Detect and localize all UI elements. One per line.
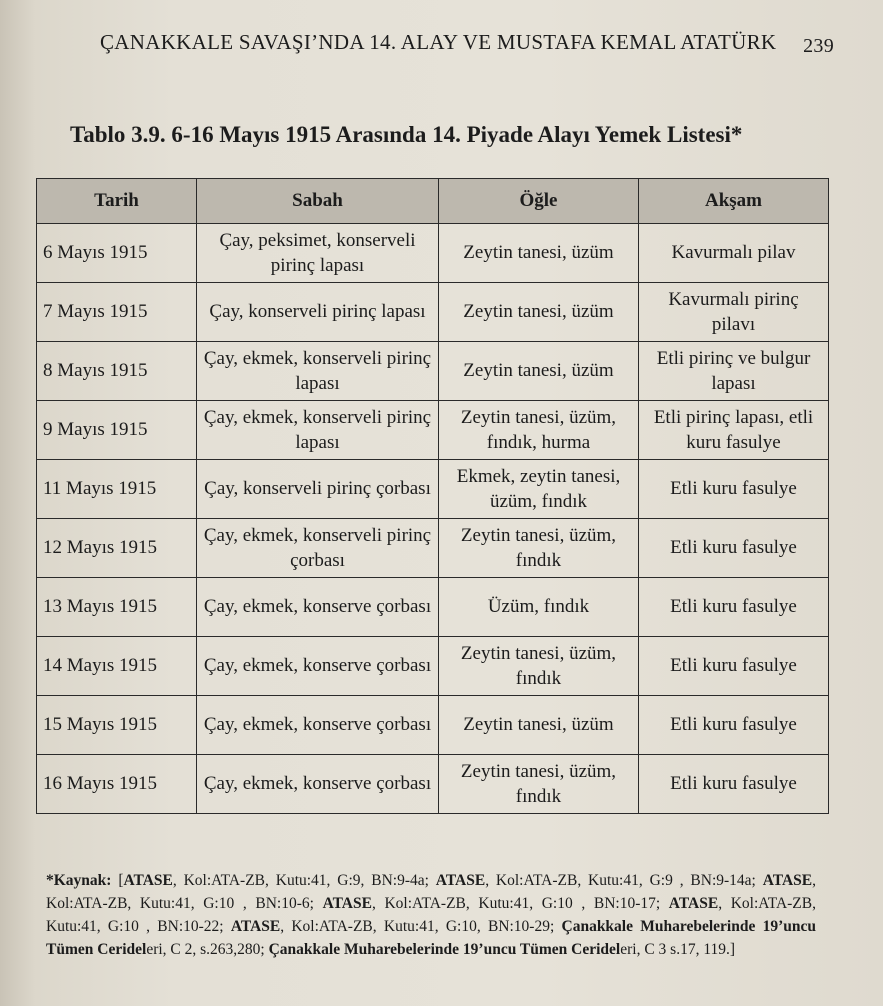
- table-row: [37, 460, 829, 519]
- cell-date: 7 Mayıs 1915: [37, 283, 197, 342]
- table-row: [37, 637, 829, 696]
- running-head-title: ÇANAKKALE SAVAŞI’NDA 14. ALAY VE MUSTAFA KEMAL ATATÜRK: [100, 30, 777, 54]
- cell-lunch: Zeytin tanesi, üzüm, fındık: [439, 637, 639, 696]
- table-row: [37, 755, 829, 814]
- cell-breakfast: Çay, ekmek, konserveli pirinç çorbası: [197, 519, 439, 578]
- page-number: 239: [803, 35, 834, 57]
- source-text: , Kol:ATA-ZB, Kutu:41, G:9, BN:9-4a;: [172, 872, 436, 889]
- source-emphasis: ATASE: [762, 872, 813, 889]
- cell-lunch: Zeytin tanesi, üzüm: [439, 224, 639, 283]
- cell-dinner: Etli kuru fasulye: [639, 755, 829, 814]
- cell-dinner: Etli kuru fasulye: [639, 460, 829, 519]
- table-row: [37, 283, 829, 342]
- cell-breakfast: Çay, ekmek, konserveli pirinç lapası: [197, 342, 439, 401]
- source-text: , Kol:ATA-ZB, Kutu:41, G:10 , BN:10-6;: [46, 872, 816, 912]
- cell-lunch: Üzüm, fındık: [439, 578, 639, 637]
- cell-date: 14 Mayıs 1915: [37, 637, 197, 696]
- cell-breakfast: Çay, ekmek, konserveli pirinç lapası: [197, 401, 439, 460]
- source-emphasis: ATASE: [322, 894, 372, 912]
- running-head: [100, 30, 840, 55]
- table-row: [37, 342, 829, 401]
- cell-dinner: Etli kuru fasulye: [639, 578, 829, 637]
- source-body: [46, 872, 816, 958]
- header-sabah: Sabah: [197, 179, 439, 224]
- cell-date: 8 Mayıs 1915: [37, 342, 197, 401]
- source-label: *Kaynak:: [46, 872, 112, 889]
- source-text: , Kol:ATA-ZB, Kutu:41, G:10 , BN:10-22;: [46, 894, 816, 935]
- cell-breakfast: Çay, konserveli pirinç çorbası: [197, 460, 439, 519]
- cell-breakfast: Çay, ekmek, konserve çorbası: [197, 755, 439, 814]
- cell-dinner: Etli pirinç lapası, etli kuru fasulye: [639, 401, 829, 460]
- table-header-row: [37, 179, 829, 224]
- source-text: [: [111, 872, 124, 889]
- cell-date: 9 Mayıs 1915: [37, 401, 197, 460]
- cell-lunch: Zeytin tanesi, üzüm, fındık, hurma: [439, 401, 639, 460]
- cell-breakfast: Çay, ekmek, konserve çorbası: [197, 637, 439, 696]
- cell-lunch: Zeytin tanesi, üzüm, fındık: [439, 755, 639, 814]
- cell-date: 16 Mayıs 1915: [37, 755, 197, 814]
- cell-breakfast: Çay, ekmek, konserve çorbası: [197, 696, 439, 755]
- source-emphasis: Çanakkale Muharebelerinde 19’uncu Tümen Ceridel: [268, 940, 621, 958]
- cell-dinner: Kavurmalı pirinç pilavı: [639, 283, 829, 342]
- source-text: , Kol:ATA-ZB, Kutu:41, G:10 , BN:10-17;: [371, 894, 669, 912]
- cell-lunch: Ekmek, zeytin tanesi, üzüm, fındık: [439, 460, 639, 519]
- header-ogle: Öğle: [439, 179, 639, 224]
- table-row: [37, 578, 829, 637]
- table-row: [37, 519, 829, 578]
- cell-breakfast: Çay, konserveli pirinç lapası: [197, 283, 439, 342]
- cell-dinner: Etli pirinç ve bulgur lapası: [639, 342, 829, 401]
- cell-date: 11 Mayıs 1915: [37, 460, 197, 519]
- cell-lunch: Zeytin tanesi, üzüm: [439, 342, 639, 401]
- source-note: [46, 870, 816, 962]
- table-row: [37, 401, 829, 460]
- source-emphasis: Çanakkale Muharebelerinde 19’uncu Tümen Ceridel: [46, 917, 816, 958]
- source-emphasis: ATASE: [668, 894, 719, 912]
- source-text: , Kol:ATA-ZB, Kutu:41, G:10, BN:10-29;: [280, 917, 562, 935]
- header-tarih: Tarih: [37, 179, 197, 224]
- cell-breakfast: Çay, peksimet, konserveli pirinç lapası: [197, 224, 439, 283]
- source-emphasis: ATASE: [123, 872, 173, 889]
- cell-date: 12 Mayıs 1915: [37, 519, 197, 578]
- cell-lunch: Zeytin tanesi, üzüm: [439, 696, 639, 755]
- cell-date: 6 Mayıs 1915: [37, 224, 197, 283]
- cell-date: 15 Mayıs 1915: [37, 696, 197, 755]
- meal-table: [36, 178, 829, 814]
- table-row: [37, 696, 829, 755]
- cell-dinner: Etli kuru fasulye: [639, 519, 829, 578]
- cell-dinner: Etli kuru fasulye: [639, 637, 829, 696]
- table-row: [37, 224, 829, 283]
- table-caption: Tablo 3.9. 6-16 Mayıs 1915 Arasında 14. Piyade Alayı Yemek Listesi*: [70, 122, 743, 147]
- cell-dinner: Etli kuru fasulye: [639, 696, 829, 755]
- cell-lunch: Zeytin tanesi, üzüm, fındık: [439, 519, 639, 578]
- cell-dinner: Kavurmalı pilav: [639, 224, 829, 283]
- source-text: , Kol:ATA-ZB, Kutu:41, G:9 , BN:9-14a;: [485, 872, 763, 889]
- cell-breakfast: Çay, ekmek, konserve çorbası: [197, 578, 439, 637]
- source-emphasis: ATASE: [230, 917, 281, 935]
- source-text: eri, C 2, s.263,280;: [146, 940, 269, 958]
- source-emphasis: ATASE: [435, 872, 486, 889]
- source-text: eri, C 3 s.17, 119.]: [620, 940, 736, 958]
- header-aksam: Akşam: [639, 179, 829, 224]
- cell-lunch: Zeytin tanesi, üzüm: [439, 283, 639, 342]
- cell-date: 13 Mayıs 1915: [37, 578, 197, 637]
